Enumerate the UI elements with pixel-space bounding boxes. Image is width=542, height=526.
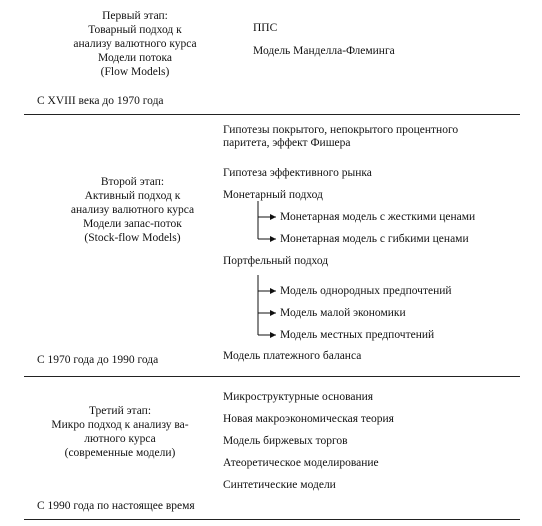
stage1-line: Товарный подход к — [88, 24, 182, 36]
monetary-sub-item: Монетарная модель с жесткими ценами — [280, 211, 476, 223]
stage1-line: (Flow Models) — [100, 66, 170, 78]
stage2-title: Второй этап: — [100, 176, 165, 188]
balance-of-payments-model: Модель платежного баланса — [223, 350, 362, 362]
portfolio-sub-item: Модель местных предпочтений — [280, 329, 435, 341]
efficient-market: Гипотеза эффективного рынка — [223, 167, 372, 179]
stage3-title: Третий этап: — [88, 405, 152, 417]
stage1-period: С XVIII века до 1970 года — [37, 95, 164, 107]
stage1-title: Первый этап: — [102, 10, 168, 22]
monetary-connector — [258, 201, 276, 239]
stage2-line: Модели запас-поток — [83, 218, 182, 230]
stage3-model: Новая макроэкономическая теория — [223, 413, 394, 425]
stage3-line: Микро подход к анализу ва- — [51, 419, 189, 431]
parity-hypothesis-cont: паритета, эффект Фишера — [223, 137, 351, 149]
stage3-line: лютного курса — [84, 433, 156, 445]
stage1-line: Модели потока — [98, 52, 172, 64]
stage1-model: ППС — [253, 22, 278, 34]
portfolio-sub-item: Модель малой экономики — [280, 307, 406, 319]
stage2-line: Активный подход к — [84, 190, 181, 202]
monetary-sub-item: Монетарная модель с гибкими ценами — [280, 233, 469, 245]
stage1-line: анализу валютного курса — [73, 38, 197, 50]
stage3-period: С 1990 года по настоящее время — [37, 500, 195, 512]
stage3-model: Атеоретическое моделирование — [223, 457, 379, 469]
portfolio-connector — [258, 275, 276, 335]
stage3-line: (современные модели) — [64, 447, 176, 459]
stage2-line: (Stock-flow Models) — [84, 232, 181, 244]
monetary-approach: Монетарный подход — [223, 189, 323, 201]
parity-hypothesis: Гипотезы покрытого, непокрытого процентного — [223, 124, 459, 136]
stage3-model: Синтетические модели — [223, 479, 336, 491]
stage3-model: Микроструктурные основания — [223, 391, 374, 403]
stage-divider — [24, 519, 520, 520]
portfolio-approach: Портфельный подход — [223, 255, 329, 267]
portfolio-sub-item: Модель однородных предпочтений — [280, 285, 452, 297]
stage2-period: С 1970 года до 1990 года — [37, 354, 159, 366]
stage-divider — [24, 376, 520, 377]
stage2-line: анализу валютного курса — [70, 204, 195, 216]
stage3-model: Модель биржевых торгов — [223, 435, 348, 447]
stage1-model: Модель Манделла-Флеминга — [253, 45, 395, 57]
